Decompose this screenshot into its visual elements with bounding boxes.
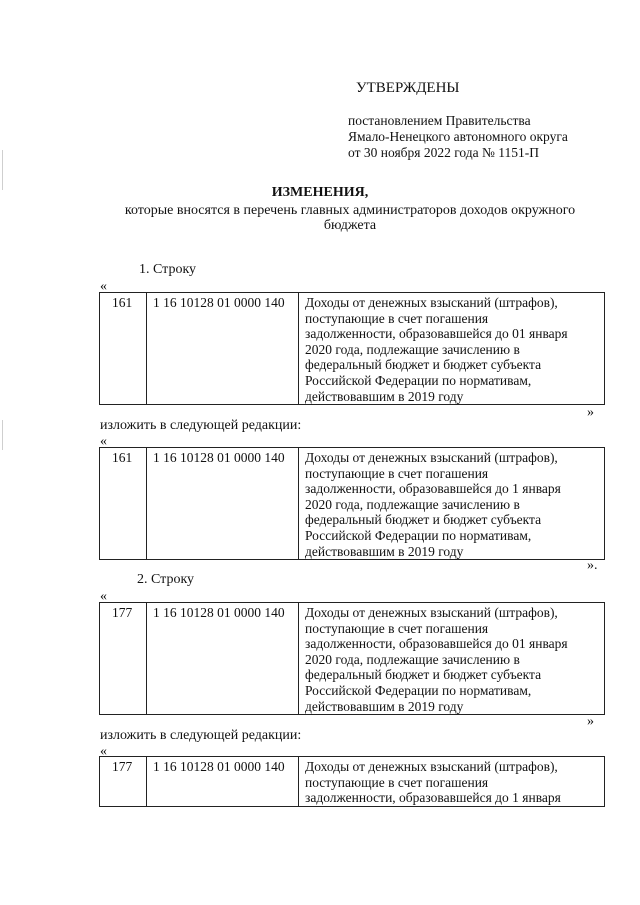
admin-code-cell: 177 xyxy=(100,757,147,807)
scan-edge-mark xyxy=(2,420,3,450)
decree-line: Ямало-Ненецкого автономного округа xyxy=(348,129,568,144)
close-quote: » xyxy=(587,714,594,729)
document-subheading: которые вносятся в перечень главных администраторов доходов окружного бюджета xyxy=(124,203,576,233)
admin-code-cell: 161 xyxy=(100,448,147,560)
section-1-new-row-table xyxy=(99,447,605,560)
close-quote: ». xyxy=(587,558,598,573)
section-2-old-row-table xyxy=(99,602,605,715)
income-description-cell: Доходы от денежных взысканий (штрафов), поступающие в счет погашения задолженности, образовавшейся до 1 января xyxy=(299,757,605,807)
decree-line: постановлением Правительства xyxy=(348,113,531,128)
income-description-cell: Доходы от денежных взысканий (штрафов), поступающие в счет погашения задолженности, образовавшейся до 01 января 2020 года, подлежащие зачислению в федеральный бюджет и бюджет субъекта Российской Федерации по нормативам, действовавшим в 2019 году xyxy=(299,293,605,405)
document-heading: ИЗМЕНЕНИЯ, xyxy=(271,185,369,200)
admin-code-cell: 177 xyxy=(100,603,147,715)
section-1-label: 1. Строку xyxy=(139,262,197,277)
kbk-code-cell: 1 16 10128 01 0000 140 xyxy=(147,757,299,807)
replace-instruction: изложить в следующей редакции: xyxy=(100,728,302,743)
open-quote: « xyxy=(100,589,107,604)
replace-instruction: изложить в следующей редакции: xyxy=(100,418,302,433)
close-quote: » xyxy=(587,405,594,420)
approved-label: УТВЕРЖДЕНЫ xyxy=(356,80,460,96)
section-2-new-row-table xyxy=(99,756,605,807)
decree-reference xyxy=(348,113,568,161)
open-quote: « xyxy=(100,434,107,449)
open-quote: « xyxy=(100,279,107,294)
kbk-code-cell: 1 16 10128 01 0000 140 xyxy=(147,293,299,405)
income-description-cell: Доходы от денежных взысканий (штрафов), поступающие в счет погашения задолженности, образовавшейся до 1 января 2020 года, подлежащие зачислению в федеральный бюджет и бюджет субъекта Российской Федерации по нормативам, действовавшим в 2019 году xyxy=(299,448,605,560)
open-quote: « xyxy=(100,744,107,759)
decree-line: от 30 ноября 2022 года № 1151-П xyxy=(348,145,540,160)
section-2-label: 2. Строку xyxy=(137,572,195,587)
kbk-code-cell: 1 16 10128 01 0000 140 xyxy=(147,603,299,715)
admin-code-cell: 161 xyxy=(100,293,147,405)
section-1-old-row-table xyxy=(99,292,605,405)
scan-edge-mark xyxy=(2,150,3,190)
kbk-code-cell: 1 16 10128 01 0000 140 xyxy=(147,448,299,560)
income-description-cell: Доходы от денежных взысканий (штрафов), поступающие в счет погашения задолженности, образовавшейся до 01 января 2020 года, подлежащие зачислению в федеральный бюджет и бюджет субъекта Российской Федерации по нормативам, действовавшим в 2019 году xyxy=(299,603,605,715)
